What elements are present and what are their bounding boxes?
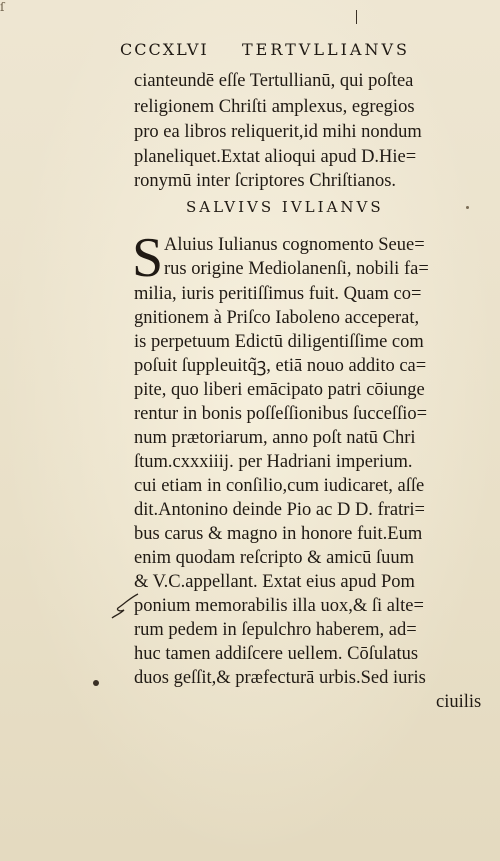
text-line: gnitionem à Priſco Iaboleno acceperat, bbox=[134, 308, 420, 328]
marginal-pen-mark-icon bbox=[110, 590, 140, 620]
section-heading: SALVIVS IVLIANVS bbox=[186, 198, 384, 216]
text-line: ſtum.cxxxiiij. per Hadriani imperium. bbox=[134, 452, 413, 472]
page-edge-mark: ſ bbox=[0, 0, 5, 14]
text-line: rus origine Mediolanenſi, nobili fa= bbox=[164, 259, 429, 279]
text-line: dit.Antonino deinde Pio ac D D. fratri= bbox=[134, 500, 425, 520]
text-line: is perpetuum Edictū diligentiſſime com bbox=[134, 332, 424, 352]
text-line: duos geſſit,& præfecturā urbis.Sed iuris bbox=[134, 668, 426, 688]
running-title: TERTVLLIANVS bbox=[242, 40, 410, 59]
running-head bbox=[120, 40, 480, 64]
text-line: rum pedem in ſepulchro haberem, ad= bbox=[134, 620, 417, 640]
folio-number: CCCXLVI bbox=[120, 40, 209, 59]
text-line: milia, iuris peritiſſimus fuit. Quam co= bbox=[134, 284, 422, 304]
text-line: ponium memorabilis illa uox,& ſi alte= bbox=[134, 596, 424, 616]
text-line: & V.C.appellant. Extat eius apud Pom bbox=[134, 572, 415, 592]
text-line: cianteundē eſſe Tertullianū, qui poſtea bbox=[134, 71, 414, 91]
initial-letter: S bbox=[132, 227, 164, 289]
text-line: pro ea libros reliquerit,id mihi nondum bbox=[134, 122, 422, 142]
text-line: planeliquet.Extat alioqui apud D.Hie= bbox=[134, 147, 417, 167]
text-line: huc tamen addiſcere uellem. Cōſulatus bbox=[134, 644, 419, 664]
text-line: Aluius Iulianus cognomento Seue= bbox=[164, 235, 425, 255]
text-line: ronymū inter ſcriptores Chriſtianos. bbox=[134, 171, 397, 191]
catchword: ciuilis bbox=[436, 692, 482, 712]
text-line: enim quodam reſcripto & amicū ſuum bbox=[134, 548, 415, 568]
ink-dot bbox=[93, 680, 99, 686]
text-line: religionem Chriſti amplexus, egregios bbox=[134, 97, 415, 117]
text-line: cui etiam in conſilio,cum iudicaret, aſſe bbox=[134, 476, 425, 496]
text-line: bus carus & magno in honore fuit.Eum bbox=[134, 524, 423, 544]
text-line: poſuit ſuppleuitq̃ꝫ, etiā nouo addito ca= bbox=[134, 356, 427, 376]
ink-stroke bbox=[356, 10, 357, 24]
text-line: num prætoriarum, anno poſt natū Chri bbox=[134, 428, 416, 448]
text-line: pite, quo liberi emācipato patri cōiunge bbox=[134, 380, 425, 400]
ink-speck bbox=[466, 206, 469, 209]
text-line: rentur in bonis poſſeſſionibus ſucceſſio= bbox=[134, 404, 428, 424]
